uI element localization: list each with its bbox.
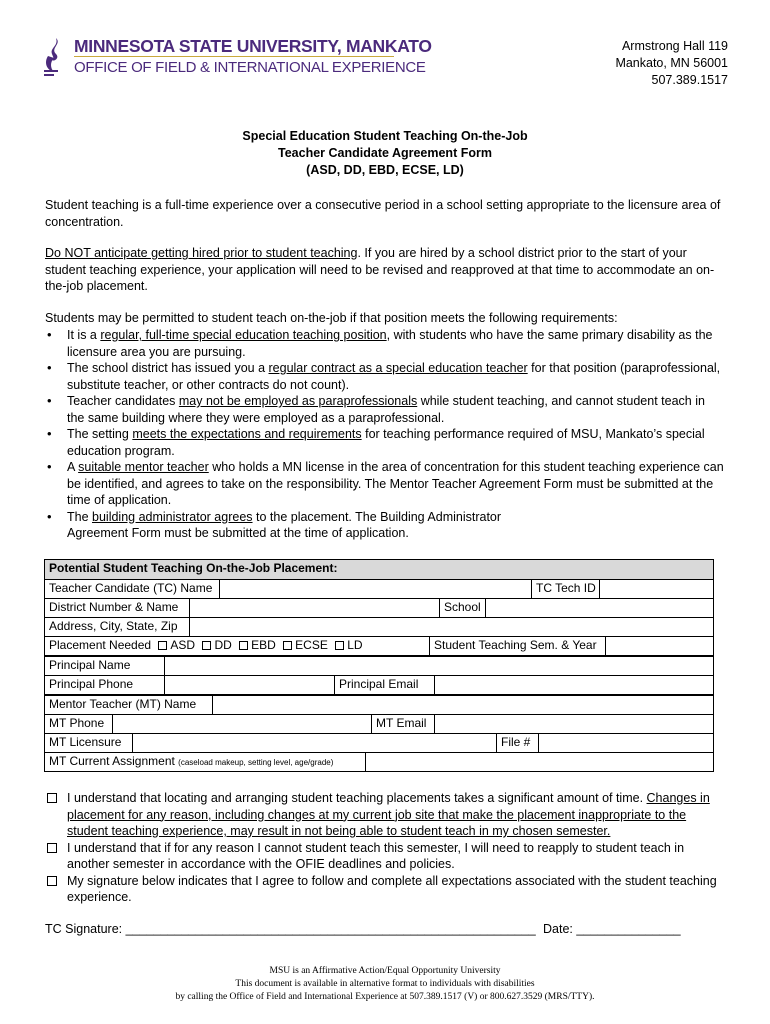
table-row — [45, 618, 713, 636]
date-line[interactable]: Date: _______________ — [543, 922, 681, 936]
school-label: School — [440, 599, 486, 617]
table-row — [45, 676, 713, 694]
placement-label: Placement Needed — [49, 638, 152, 652]
option-label: EBD — [251, 638, 276, 652]
list-item: • The setting meets the expectations and requirements for teaching performance required of MSU, Mankato’s special education program. — [45, 426, 725, 459]
mt-assignment-field[interactable] — [366, 753, 713, 771]
table-row — [45, 637, 713, 655]
asd-checkbox[interactable] — [158, 641, 167, 650]
mt-email-label: MT Email — [372, 715, 435, 733]
list-item: My signature below indicates that I agree to follow and complete all expectations associated with the student teaching experience. — [45, 873, 725, 906]
district-label: District Number & Name — [45, 599, 190, 617]
tc-tech-id-label: TC Tech ID — [532, 580, 600, 598]
office-address — [615, 38, 728, 89]
ebd-checkbox[interactable] — [239, 641, 248, 650]
acknowledgement-list — [45, 790, 725, 906]
option-label: ASD — [170, 638, 196, 652]
mt-assignment-note: (caseload makeup, setting level, age/grade) — [178, 758, 334, 767]
footer-line: MSU is an Affirmative Action/Equal Opportunity University — [269, 966, 501, 976]
semester-field[interactable] — [606, 637, 713, 655]
anticipate-rest: . If you are hired by a school district prior to the start of your student teaching experience, your application will need to be revised and reapproved at that time to accommodate an on-the-job placement. — [45, 246, 715, 293]
table-row — [45, 560, 713, 579]
table-row — [45, 599, 713, 617]
tc-name-field[interactable] — [220, 580, 532, 598]
mt-phone-label: MT Phone — [45, 715, 113, 733]
principal-phone-field[interactable] — [165, 676, 335, 694]
principal-phone-label: Principal Phone — [45, 676, 165, 694]
intro-paragraph: Student teaching is a full-time experience over a consecutive period in a school setting appropriate to the licensure area of concentration. — [45, 198, 721, 229]
footer-notice — [0, 965, 770, 1004]
ld-checkbox[interactable] — [335, 641, 344, 650]
mt-phone-field[interactable] — [113, 715, 372, 733]
requirements-intro: Students may be permitted to student teach on-the-job if that position meets the following requirements: — [45, 311, 618, 325]
principal-email-field[interactable] — [435, 676, 713, 694]
list-item: I understand that locating and arranging student teaching placements takes a significant amount of time. Changes in placement for any reason, including changes at my current job site that make the placement inappropriate to the student teaching experience, may result in not being able to student teach in my chosen semester. — [45, 790, 725, 840]
university-logo — [40, 34, 432, 78]
mt-assignment-label: MT Current Assignment (caseload makeup, setting level, age/grade) — [45, 753, 366, 771]
mt-licensure-field[interactable] — [133, 734, 497, 752]
placement-heading: Potential Student Teaching On-the-Job Placement: — [45, 560, 713, 579]
mt-licensure-label: MT Licensure — [45, 734, 133, 752]
ecse-checkbox[interactable] — [283, 641, 292, 650]
placement-needed — [45, 637, 430, 655]
list-item: I understand that if for any reason I cannot student teach this semester, I will need to reapply to student teach in another semester in accordance with the OFIE deadlines and policies. — [45, 840, 725, 873]
list-item: • The school district has issued you a regular contract as a special education teacher for that position (paraprofessional, substitute teacher, or other contracts do not count). — [45, 360, 725, 393]
address-phone: 507.389.1517 — [651, 73, 728, 87]
list-item: • Teacher candidates may not be employed as paraprofessionals while student teaching, and cannot student teach in the same building where they were employed as a paraprofessional. — [45, 393, 725, 426]
flame-logo-icon — [42, 36, 68, 76]
anticipate-paragraph — [45, 245, 725, 295]
list-item: • A suitable mentor teacher who holds a MN license in the area of concentration for this student teaching experience can be identified, and agrees to take on the responsibility. The Mentor Teacher Agreement Form must be submitted at the time of application. — [45, 459, 725, 509]
principal-email-label: Principal Email — [335, 676, 435, 694]
option-label: DD — [214, 638, 232, 652]
title-line: (ASD, DD, EBD, ECSE, LD) — [306, 163, 464, 177]
file-no-label: File # — [497, 734, 539, 752]
address-line: Mankato, MN 56001 — [615, 56, 728, 70]
table-row — [45, 734, 713, 752]
list-item: • It is a regular, full-time special education teaching position, with students who have the same primary disability as the licensure area you are pursuing. — [45, 327, 725, 360]
file-no-field[interactable] — [539, 734, 713, 752]
mt-email-field[interactable] — [435, 715, 713, 733]
dd-checkbox[interactable] — [202, 641, 211, 650]
option-label: LD — [347, 638, 363, 652]
district-field[interactable] — [190, 599, 440, 617]
semester-label: Student Teaching Sem. & Year — [430, 637, 606, 655]
principal-name-label: Principal Name — [45, 657, 165, 675]
table-row — [45, 753, 713, 771]
option-label: ECSE — [295, 638, 328, 652]
tc-name-label: Teacher Candidate (TC) Name — [45, 580, 220, 598]
mt-name-label: Mentor Teacher (MT) Name — [45, 696, 213, 714]
placement-form — [44, 559, 714, 772]
anticipate-emphasis: Do NOT anticipate getting hired prior to student teaching — [45, 246, 358, 260]
tc-tech-id-field[interactable] — [600, 580, 713, 598]
footer-line: This document is available in alternative format to individuals with disabilities — [235, 979, 535, 989]
mt-name-field[interactable] — [213, 696, 713, 714]
tc-signature-line[interactable]: TC Signature: ___________________________________________________________ — [45, 922, 536, 936]
acknowledge-checkbox[interactable] — [47, 843, 57, 853]
address-label: Address, City, State, Zip — [45, 618, 190, 636]
acknowledge-checkbox[interactable] — [47, 876, 57, 886]
logo-divider — [74, 56, 394, 57]
form-title — [0, 128, 770, 179]
logo-office-name: OFFICE OF FIELD & INTERNATIONAL EXPERIENCE — [74, 59, 426, 76]
acknowledge-checkbox[interactable] — [47, 793, 57, 803]
table-row — [45, 580, 713, 598]
title-line: Special Education Student Teaching On-the-Job — [242, 129, 528, 143]
school-field[interactable] — [486, 599, 713, 617]
table-row — [45, 715, 713, 733]
logo-university-name: MINNESOTA STATE UNIVERSITY, MANKATO — [74, 36, 432, 56]
address-field[interactable] — [190, 618, 713, 636]
title-line: Teacher Candidate Agreement Form — [278, 146, 492, 160]
list-item: • The building administrator agrees to the placement. The Building Administrator Agreement Form must be submitted at the time of application. — [45, 509, 725, 542]
table-row — [45, 696, 713, 714]
footer-line: by calling the Office of Field and International Experience at 507.389.1517 (V) or 800.627.3529 (MRS/TTY). — [175, 992, 595, 1002]
address-line: Armstrong Hall 119 — [621, 39, 728, 53]
table-row — [45, 657, 713, 675]
requirements-list — [45, 327, 725, 542]
principal-name-field[interactable] — [165, 657, 713, 675]
